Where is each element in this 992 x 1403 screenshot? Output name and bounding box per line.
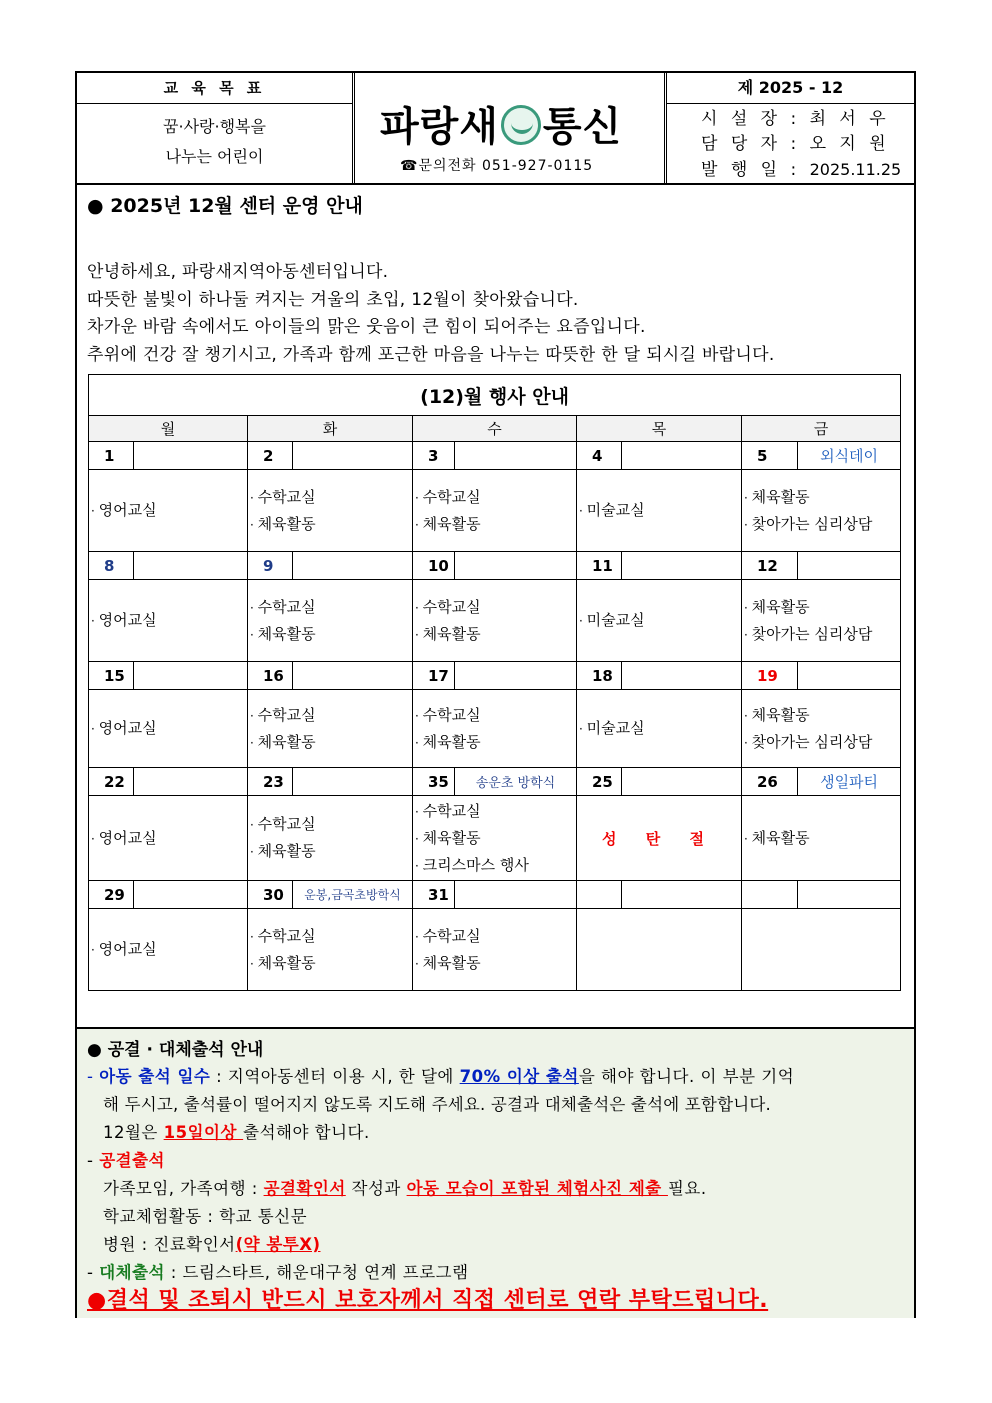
event-label (455, 881, 577, 909)
text: : 지역아동센터 이용 시, 한 달에 (210, 1067, 460, 1086)
activity-item: · 체육활동 (744, 594, 900, 621)
weekday-mon: 월 (89, 416, 248, 442)
education-goal-label: 교 육 목 표 (77, 73, 352, 104)
date-cell: 2 (248, 442, 293, 470)
event-label (134, 881, 248, 909)
activity-cell (413, 690, 577, 768)
attendance-notice-title: ● 공결 · 대체출석 안내 (87, 1040, 264, 1060)
required-days: 15일이상 (163, 1123, 244, 1142)
activity-item: · 체육활동 (250, 621, 412, 648)
dash: - (87, 1067, 100, 1086)
activity-item: · 체육활동 (415, 729, 576, 756)
activity-item: · 크리스마스 행사 (415, 852, 576, 879)
date-cell: 29 (89, 881, 134, 909)
attendance-percent: 70% 이상 출석 (459, 1067, 579, 1086)
event-label (134, 442, 248, 470)
dash: - (87, 1263, 100, 1282)
activity-cell (577, 470, 742, 552)
excused-attendance-title: 공결출석 (99, 1151, 165, 1170)
text: 필요. (667, 1179, 707, 1198)
activity-item: · 미술교실 (579, 497, 741, 524)
activity-item: · 체육활동 (744, 484, 900, 511)
activity-cell (248, 690, 413, 768)
activity-cell (742, 909, 901, 991)
greeting-line: 안녕하세요, 파랑새지역아동센터입니다. (87, 262, 389, 282)
dash: - (87, 1151, 100, 1170)
christmas-holiday: 성 탄 절 (577, 796, 742, 881)
week-date-row (89, 881, 901, 909)
bird-logo-icon (501, 105, 541, 145)
greeting-line: 따뜻한 불빛이 하나둘 켜지는 겨울의 초입, 12월이 찾아왔습니다. (87, 289, 579, 310)
text: 출석해야 합니다. (243, 1123, 370, 1142)
activity-cell (742, 690, 901, 768)
activity-item: · 미술교실 (579, 607, 741, 634)
weekday-header-row (89, 416, 901, 442)
greeting-text (87, 259, 775, 369)
logo-text-left: 파랑새 (380, 104, 499, 150)
activity-item: · 찾아가는 심리상담 (744, 511, 900, 538)
date-cell: 5 (742, 442, 798, 470)
activity-item: · 체육활동 (415, 825, 576, 852)
attendance-days-label: 아동 출석 일수 (99, 1067, 211, 1086)
section-operation-title: ● 2025년 12월 센터 운영 안내 (87, 195, 363, 217)
event-label: 외식데이 (798, 442, 901, 470)
event-label (293, 768, 413, 796)
attendance-rule (87, 1063, 912, 1091)
absence-contact-notice: ●결석 및 조퇴시 반드시 보호자께서 직접 센터로 연락 부탁드립니다. (87, 1288, 769, 1313)
goal-line-1: 꿈·사랑·행복을 (163, 117, 266, 136)
week-activity-row (89, 580, 901, 662)
event-label (293, 662, 413, 690)
activity-item: · 체육활동 (744, 825, 900, 852)
date-cell: 8 (89, 552, 134, 580)
activity-item: · 체육활동 (250, 729, 412, 756)
week-activity-row (89, 470, 901, 552)
date-cell: 25 (577, 768, 622, 796)
activity-cell (742, 580, 901, 662)
event-label (134, 552, 248, 580)
publish-date-line (701, 157, 914, 183)
manager-line: 담 당 자 : 오 지 원 (701, 134, 890, 154)
publish-date-label: 발 행 일 : (701, 160, 810, 180)
date-cell: 19 (742, 662, 798, 690)
text: 가족모임, 가족여행 : (103, 1179, 264, 1198)
activity-item: · 수학교실 (415, 702, 576, 729)
activity-item: · 수학교실 (415, 798, 576, 825)
attendance-notice-body (87, 1063, 912, 1287)
activity-item: · 체육활동 (744, 702, 900, 729)
newsletter-header (77, 73, 914, 185)
publish-date: 2025.11.25 (809, 160, 902, 179)
event-label (798, 552, 901, 580)
excused-family (87, 1175, 912, 1203)
activity-cell (413, 909, 577, 991)
activity-item: · 체육활동 (250, 511, 412, 538)
event-label (798, 881, 901, 909)
date-cell: 31 (413, 881, 455, 909)
date-cell: 3 (413, 442, 455, 470)
activity-item: · 수학교실 (415, 484, 576, 511)
activity-cell (89, 909, 248, 991)
week-activity-row (89, 909, 901, 991)
excused-school: 학교체험활동 : 학교 통신문 (103, 1207, 308, 1226)
date-cell: 1 (89, 442, 134, 470)
date-cell: 10 (413, 552, 455, 580)
date-cell: 17 (413, 662, 455, 690)
activity-item: · 체육활동 (250, 838, 412, 865)
activity-item: · 영어교실 (91, 715, 247, 742)
medicine-bag-note: (약 봉투X) (235, 1235, 321, 1254)
weekday-thu: 목 (577, 416, 742, 442)
goal-line-2: 나누는 어린이 (165, 147, 264, 166)
activity-cell (577, 909, 742, 991)
activity-item: · 수학교실 (250, 484, 412, 511)
weekday-tue: 화 (248, 416, 413, 442)
week-activity-row (89, 690, 901, 768)
date-cell: 15 (89, 662, 134, 690)
event-label (455, 552, 577, 580)
event-label: 생일파티 (798, 768, 901, 796)
event-label (622, 768, 742, 796)
text: 작성과 (345, 1179, 407, 1198)
activity-item: · 영어교실 (91, 936, 247, 963)
date-cell: 4 (577, 442, 622, 470)
activity-cell (248, 580, 413, 662)
activity-cell (577, 690, 742, 768)
event-label (622, 662, 742, 690)
week-date-row (89, 442, 901, 470)
activity-item: · 영어교실 (91, 825, 247, 852)
attendance-notice (77, 1027, 914, 1318)
event-label (134, 768, 248, 796)
text: 12월은 (103, 1123, 164, 1142)
text: 을 해야 합니다. 이 부분 기억 (578, 1067, 795, 1086)
attendance-rule-cont: 해 두시고, 출석률이 떨어지지 않도록 지도해 주세요. 공결과 대체출석은 출석에 포함합니다. (103, 1095, 771, 1114)
week-activity-row (89, 796, 901, 881)
activity-item: · 수학교실 (250, 594, 412, 621)
activity-cell (89, 470, 248, 552)
event-label (134, 662, 248, 690)
event-label (293, 442, 413, 470)
activity-item: · 찾아가는 심리상담 (744, 729, 900, 756)
activity-item: · 영어교실 (91, 497, 247, 524)
activity-item: · 체육활동 (415, 950, 576, 977)
photo-requirement: 아동 모습이 포함된 체험사진 제출 (406, 1179, 668, 1198)
activity-item: · 체육활동 (415, 621, 576, 648)
event-label (455, 442, 577, 470)
date-cell: 11 (577, 552, 622, 580)
education-goal-text (77, 112, 352, 172)
activity-cell (577, 580, 742, 662)
greeting-line: 차가운 바람 속에서도 아이들의 맑은 웃음이 큰 힘이 되어주는 요즘입니다. (87, 317, 646, 337)
date-cell: 16 (248, 662, 293, 690)
excused-title-line (87, 1147, 912, 1175)
excused-hospital (87, 1231, 912, 1259)
activity-cell (413, 580, 577, 662)
date-cell (742, 881, 798, 909)
date-cell: 22 (89, 768, 134, 796)
event-label (622, 442, 742, 470)
date-cell: 18 (577, 662, 622, 690)
director-line: 시 설 장 : 최 서 우 (701, 109, 890, 129)
activity-cell (89, 580, 248, 662)
newsletter-page (75, 71, 916, 1318)
activity-item: · 수학교실 (250, 702, 412, 729)
activity-cell (413, 470, 577, 552)
event-label (455, 662, 577, 690)
text: : 드림스타트, 해운대구청 연계 프로그램 (164, 1263, 469, 1282)
activity-item: · 수학교실 (415, 923, 576, 950)
date-cell: 35 (413, 768, 455, 796)
event-label (622, 552, 742, 580)
week-date-row (89, 552, 901, 580)
activity-item: · 체육활동 (250, 950, 412, 977)
event-label (293, 552, 413, 580)
excused-form: 공결확인서 (263, 1179, 346, 1198)
date-cell: 9 (248, 552, 293, 580)
week-date-row (89, 662, 901, 690)
activity-item: · 찾아가는 심리상담 (744, 621, 900, 648)
activity-item: · 수학교실 (250, 811, 412, 838)
activity-cell (742, 796, 901, 881)
logo-box (355, 73, 667, 183)
event-label: 송운초 방학식 (455, 768, 577, 796)
activity-cell (248, 909, 413, 991)
event-calendar (88, 374, 901, 991)
issue-info-box (667, 73, 914, 183)
weekday-wed: 수 (413, 416, 577, 442)
event-label (622, 881, 742, 909)
week-date-row (89, 768, 901, 796)
text: 병원 : 진료확인서 (103, 1235, 236, 1254)
attendance-december (87, 1119, 912, 1147)
issue-number: 제 2025 - 12 (667, 73, 914, 104)
activity-item: · 영어교실 (91, 607, 247, 634)
date-cell: 30 (248, 881, 293, 909)
activity-cell (248, 796, 413, 881)
substitute-attendance-title: 대체출석 (99, 1263, 165, 1282)
date-cell: 23 (248, 768, 293, 796)
activity-item: · 수학교실 (250, 923, 412, 950)
activity-cell (89, 796, 248, 881)
event-label: 운봉,금곡초방학식 (293, 881, 413, 909)
newsletter-logo (380, 95, 622, 152)
activity-cell (89, 690, 248, 768)
contact-phone: ☎문의전화 051-927-0115 (400, 158, 594, 174)
activity-cell (248, 470, 413, 552)
date-cell: 26 (742, 768, 798, 796)
activity-item: · 미술교실 (579, 715, 741, 742)
activity-cell (413, 796, 577, 881)
activity-cell (742, 470, 901, 552)
greeting-line: 추위에 건강 잘 챙기시고, 가족과 함께 포근한 마음을 나누는 따뜻한 한 달 되시길 바랍니다. (87, 344, 775, 365)
logo-text-right: 통신 (542, 104, 623, 150)
weekday-fri: 금 (742, 416, 901, 442)
calendar-title: (12)월 행사 안내 (89, 375, 901, 416)
date-cell (577, 881, 622, 909)
activity-item: · 수학교실 (415, 594, 576, 621)
date-cell: 12 (742, 552, 798, 580)
issue-info (667, 107, 914, 183)
activity-item: · 체육활동 (415, 511, 576, 538)
education-goal-box (77, 73, 355, 183)
event-label (798, 662, 901, 690)
